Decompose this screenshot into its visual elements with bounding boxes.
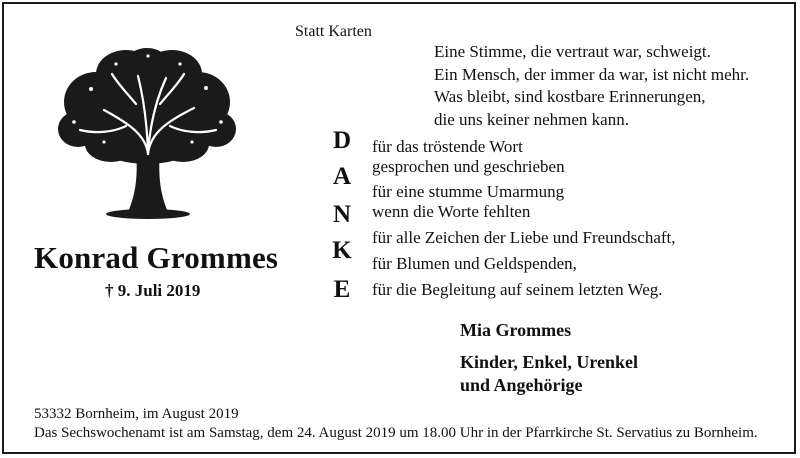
signature-line: Kinder, Enkel, Urenkel <box>460 352 639 372</box>
danke-letter: D <box>332 127 352 154</box>
danke-letter: E <box>333 276 351 303</box>
header-text: Statt Karten <box>295 23 372 40</box>
mass-info: Das Sechswochenamt ist am Samstag, dem 24. August 2019 um 18.00 Uhr in der Pfarrkirche St. Servatius zu Bornheim. <box>34 425 758 441</box>
poem-line: die uns keiner nehmen kann. <box>434 109 629 129</box>
place-date: 53332 Bornheim, im August 2019 <box>34 406 239 422</box>
thanks-line: gesprochen und geschrieben <box>372 157 565 176</box>
danke-letter: N <box>332 201 352 228</box>
signature-line: und Angehörige <box>460 375 583 395</box>
death-date: † 9. Juli 2019 <box>105 281 201 300</box>
thanks-line: für Blumen und Geldspenden, <box>372 254 577 273</box>
thanks-line: für eine stumme Umarmung <box>372 182 565 201</box>
signature-line: Mia Grommes <box>460 320 572 340</box>
poem-line: Eine Stimme, die vertraut war, schweigt. <box>434 42 711 61</box>
poem-line: Was bleibt, sind kostbare Erinnerungen, <box>434 87 706 106</box>
deceased-name: Konrad Grommes <box>34 240 279 275</box>
poem <box>434 41 749 131</box>
obituary-card <box>2 2 796 454</box>
danke-letter: K <box>332 237 352 264</box>
poem-line: Ein Mensch, der immer da war, ist nicht mehr. <box>434 64 750 84</box>
danke-letter: A <box>332 163 352 190</box>
thanks-line: für alle Zeichen der Liebe und Freundschaft, <box>372 228 676 247</box>
thanks-line: für die Begleitung auf seinem letzten Weg. <box>372 280 663 299</box>
thanks-line: für das tröstende Wort <box>372 137 523 156</box>
tree-icon <box>56 44 238 224</box>
thanks-line: wenn die Worte fehlten <box>372 202 531 221</box>
